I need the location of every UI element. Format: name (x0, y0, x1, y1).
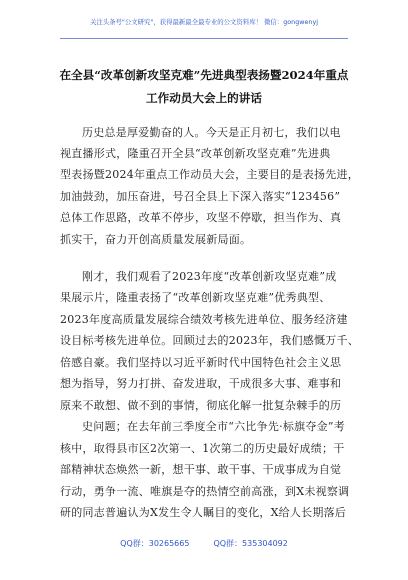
footer-qq-group-1: QQ群：30265665 (120, 539, 190, 548)
body-line: 倍感自豪。我们坚持以习近平新时代中国特色社会主义思 (60, 356, 342, 369)
body-line: 型表扬暨2024年重点工作动员大会，主要目的是表扬先进， (60, 168, 359, 181)
body-line: 核中，取得县市区2次第一、1次第二的历史最好成绩；干 (60, 442, 345, 455)
body-line: 果展示片，隆重表扬了“改革创新攻坚克难”优秀典型、 (60, 291, 331, 304)
header-banner: 关注头条号"公文研究"，获得最新最全最专业的公文资料库！ 微信：gongwenyj (89, 18, 319, 26)
body-line: 原来不敢想、做不到的事情，彻底化解一批复杂棘手的历 (60, 399, 342, 412)
body-line: 加油鼓劲，加压奋进，号召全县上下深入落实“123456” (60, 190, 341, 203)
body-line: 总体工作思路，改革不停步，攻坚不停歇，担当作为、真 (60, 211, 342, 224)
body-line: 历史总是厚爱勤奋的人。今天是正月初七，我们以电 (82, 126, 341, 139)
body-line: 刚才，我们观看了2023年度“改革创新攻坚克难”成 (82, 270, 337, 283)
footer-contact (0, 538, 408, 549)
body-line: 视直播形式，隆重召开全县“改革创新攻坚克难”先进典 (60, 147, 331, 160)
footer-qq-group-2: QQ群：535304092 (213, 539, 288, 548)
body-line: 研的同志普遍认为X发生令人瞩目的变化，X给人长期落后 (60, 506, 347, 519)
body-line: 抓实干，奋力开创高质量发展新局面。 (60, 233, 252, 246)
document-title-line-2: 工作动员大会上的讲话 (146, 91, 262, 105)
document-title-line-1: 在全县“改革创新攻坚克难”先进典型表扬暨2024年重点 (59, 68, 349, 82)
body-line: 2023年度高质量发展综合绩效考核先进单位、服务经济建 (60, 313, 348, 326)
body-line: 行动，勇争一流、唯旗是夺的热情空前高涨，到X未视察调 (60, 485, 350, 498)
body-line: 设目标考核先进单位。回顾过去的2023年，我们感慨万千、 (60, 334, 359, 347)
body-line: 想为指导，努力打拼、奋发进取，干成很多大事、难事和 (60, 377, 342, 390)
header-divider (60, 38, 348, 39)
body-line: 部精神状态焕然一新，想干事、敢干事、干成事成为自觉 (60, 463, 342, 476)
body-line: 史问题；在去年前三季度全市“六比争先·标旗夺金”考 (82, 420, 345, 433)
